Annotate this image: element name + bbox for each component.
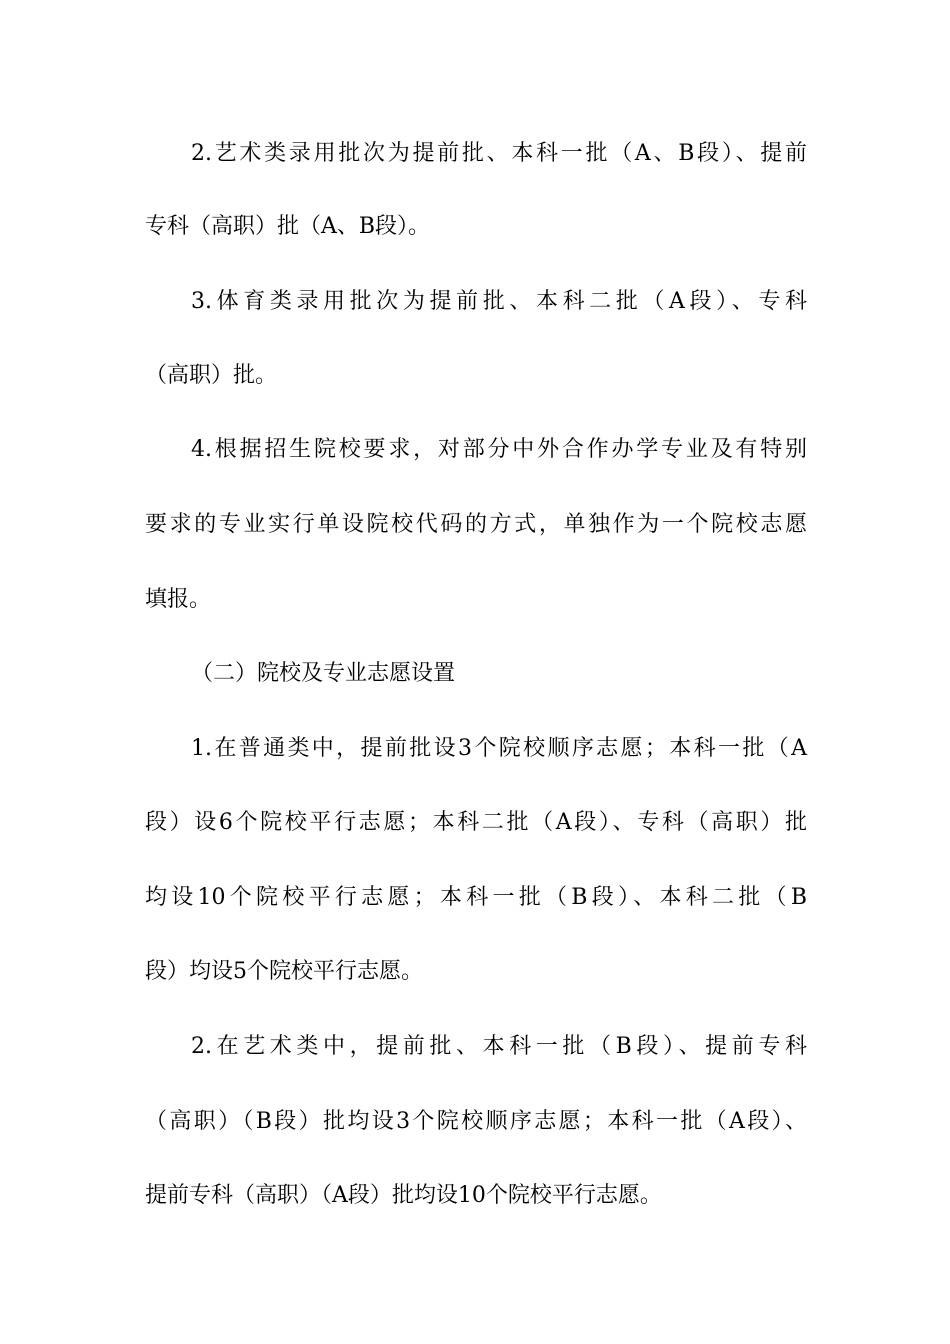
paragraph-line: 段）设6个院校平行志愿；本科二批（A段）、专科（高职）批 <box>145 810 807 835</box>
paragraph-line: 要求的专业实行单设院校代码的方式，单独作为一个院校志愿 <box>145 512 807 537</box>
paragraph-line: （高职）（B段）批均设3个院校顺序志愿；本科一批（A段）、 <box>145 1109 807 1134</box>
paragraph-line: 2.艺术类录用批次为提前批、本科一批（A、B段）、提前 <box>191 141 807 166</box>
paragraph-line: 2.在艺术类中，提前批、本科一批（B段）、提前专科 <box>191 1034 807 1059</box>
paragraph-line: 专科（高职）批（A、B段）。 <box>145 214 431 239</box>
paragraph-line: 均设10个院校平行志愿；本科一批（B段）、本科二批（B <box>145 885 807 910</box>
section-heading: （二）院校及专业志愿设置 <box>191 661 456 686</box>
paragraph-line: 提前专科（高职）（A段）批均设10个院校平行志愿。 <box>145 1183 662 1208</box>
paragraph-line: 段）均设5个院校平行志愿。 <box>145 959 423 984</box>
paragraph-line: 填报。 <box>145 587 212 612</box>
paragraph-line: （高职）批。 <box>145 363 278 388</box>
paragraph-line: 4.根据招生院校要求，对部分中外合作办学专业及有特别 <box>191 437 807 462</box>
paragraph-line: 1.在普通类中，提前批设3个院校顺序志愿；本科一批（A <box>191 736 807 761</box>
paragraph-line: 3.体育类录用批次为提前批、本科二批（A段）、专科 <box>191 289 807 314</box>
